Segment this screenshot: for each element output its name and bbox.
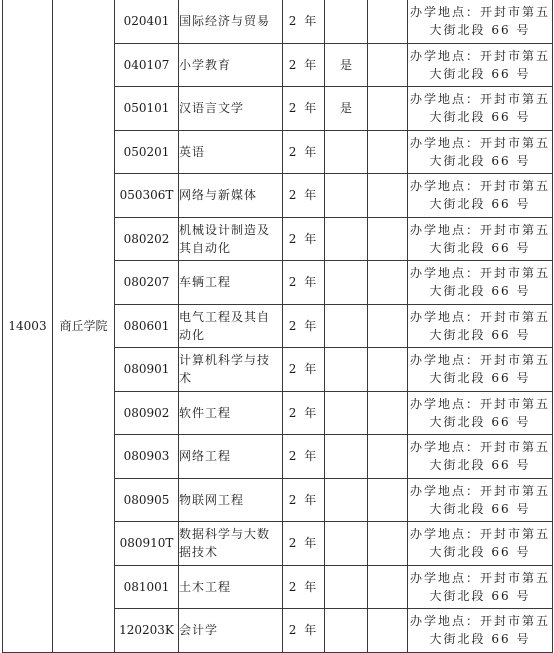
study-duration: 2 年 xyxy=(283,522,325,566)
study-duration: 2 年 xyxy=(283,130,325,174)
study-duration: 2 年 xyxy=(283,435,325,479)
location-note: 办学地点：开封市第五大街北段 66 号 xyxy=(408,0,553,43)
location-note: 办学地点：开封市第五大街北段 66 号 xyxy=(408,348,553,392)
flag-cell: 是 xyxy=(325,87,368,131)
blank-cell xyxy=(368,609,408,653)
major-code: 040107 xyxy=(115,43,179,87)
major-code: 080901 xyxy=(115,348,179,392)
flag-cell xyxy=(325,0,368,43)
blank-cell xyxy=(368,130,408,174)
blank-cell xyxy=(368,348,408,392)
major-name: 数据科学与大数据技术 xyxy=(179,522,283,566)
blank-cell xyxy=(368,304,408,348)
flag-cell xyxy=(325,565,368,609)
study-duration: 2 年 xyxy=(283,609,325,653)
location-note: 办学地点：开封市第五大街北段 66 号 xyxy=(408,609,553,653)
blank-cell xyxy=(368,0,408,43)
study-duration: 2 年 xyxy=(283,391,325,435)
major-code: 080910T xyxy=(115,522,179,566)
study-duration: 2 年 xyxy=(283,565,325,609)
major-name: 车辆工程 xyxy=(179,261,283,305)
location-note: 办学地点：开封市第五大街北段 66 号 xyxy=(408,87,553,131)
major-code: 120203K xyxy=(115,609,179,653)
study-duration: 2 年 xyxy=(283,261,325,305)
flag-cell xyxy=(325,261,368,305)
flag-cell xyxy=(325,522,368,566)
major-code: 080905 xyxy=(115,478,179,522)
flag-cell xyxy=(325,174,368,218)
flag-cell xyxy=(325,348,368,392)
major-name: 会计学 xyxy=(179,609,283,653)
location-note: 办学地点：开封市第五大街北段 66 号 xyxy=(408,304,553,348)
location-note: 办学地点：开封市第五大街北段 66 号 xyxy=(408,391,553,435)
major-name: 土木工程 xyxy=(179,565,283,609)
study-duration: 2 年 xyxy=(283,174,325,218)
major-code: 080601 xyxy=(115,304,179,348)
study-duration: 2 年 xyxy=(283,348,325,392)
location-note: 办学地点：开封市第五大街北段 66 号 xyxy=(408,261,553,305)
study-duration: 2 年 xyxy=(283,304,325,348)
blank-cell xyxy=(368,391,408,435)
major-code: 020401 xyxy=(115,0,179,43)
institution-code: 14003 xyxy=(3,0,53,652)
table-body xyxy=(3,0,553,652)
blank-cell xyxy=(368,435,408,479)
major-name: 软件工程 xyxy=(179,391,283,435)
study-duration: 2 年 xyxy=(283,478,325,522)
major-name: 网络与新媒体 xyxy=(179,174,283,218)
study-duration: 2 年 xyxy=(283,43,325,87)
location-note: 办学地点：开封市第五大街北段 66 号 xyxy=(408,130,553,174)
flag-cell xyxy=(325,130,368,174)
major-code: 081001 xyxy=(115,565,179,609)
blank-cell xyxy=(368,43,408,87)
blank-cell xyxy=(368,522,408,566)
major-name: 电气工程及其自动化 xyxy=(179,304,283,348)
flag-cell xyxy=(325,391,368,435)
blank-cell xyxy=(368,174,408,218)
location-note: 办学地点：开封市第五大街北段 66 号 xyxy=(408,478,553,522)
flag-cell xyxy=(325,478,368,522)
blank-cell xyxy=(368,565,408,609)
major-code: 080902 xyxy=(115,391,179,435)
major-name: 机械设计制造及其自动化 xyxy=(179,217,283,261)
major-name: 小学教育 xyxy=(179,43,283,87)
flag-cell xyxy=(325,609,368,653)
institution-name: 商丘学院 xyxy=(53,0,115,652)
study-duration: 2 年 xyxy=(283,87,325,131)
major-name: 汉语言文学 xyxy=(179,87,283,131)
major-code: 050101 xyxy=(115,87,179,131)
blank-cell xyxy=(368,87,408,131)
flag-cell xyxy=(325,304,368,348)
location-note: 办学地点：开封市第五大街北段 66 号 xyxy=(408,522,553,566)
major-code: 080207 xyxy=(115,261,179,305)
location-note: 办学地点：开封市第五大街北段 66 号 xyxy=(408,565,553,609)
major-name: 英语 xyxy=(179,130,283,174)
location-note: 办学地点：开封市第五大街北段 66 号 xyxy=(408,435,553,479)
major-code: 050201 xyxy=(115,130,179,174)
major-name: 国际经济与贸易 xyxy=(179,0,283,43)
blank-cell xyxy=(368,261,408,305)
study-duration: 2 年 xyxy=(283,217,325,261)
location-note: 办学地点：开封市第五大街北段 66 号 xyxy=(408,174,553,218)
major-code: 080202 xyxy=(115,217,179,261)
flag-cell xyxy=(325,435,368,479)
location-note: 办学地点：开封市第五大街北段 66 号 xyxy=(408,43,553,87)
major-name: 物联网工程 xyxy=(179,478,283,522)
study-duration: 2 年 xyxy=(283,0,325,43)
major-name: 计算机科学与技术 xyxy=(179,348,283,392)
table-row xyxy=(3,0,553,43)
major-table xyxy=(2,0,553,653)
flag-cell xyxy=(325,217,368,261)
flag-cell: 是 xyxy=(325,43,368,87)
major-name: 网络工程 xyxy=(179,435,283,479)
location-note: 办学地点：开封市第五大街北段 66 号 xyxy=(408,217,553,261)
major-code: 080903 xyxy=(115,435,179,479)
blank-cell xyxy=(368,478,408,522)
blank-cell xyxy=(368,217,408,261)
major-code: 050306T xyxy=(115,174,179,218)
